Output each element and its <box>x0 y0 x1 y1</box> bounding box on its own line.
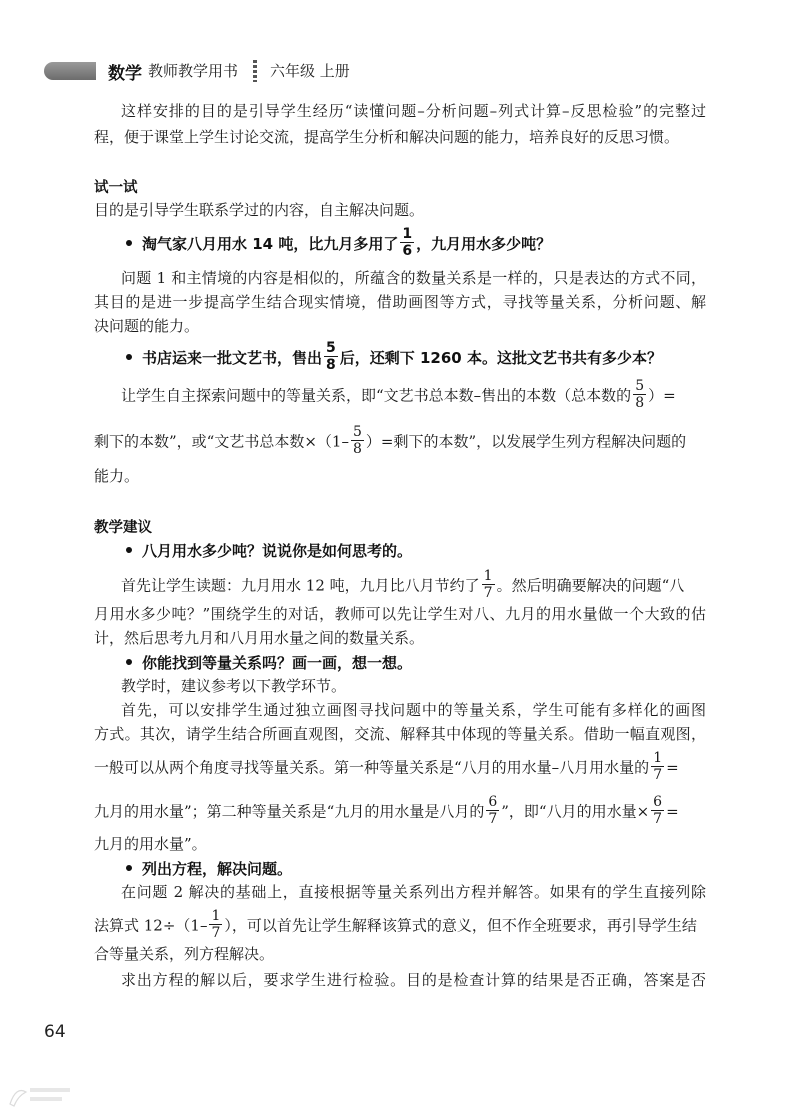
try-p1-line-1: 问题 1 和主情境的内容是相似的，所蕴含的数量关系是一样的，只是表达的方式不同， <box>121 269 706 287</box>
header-grade: 六年级 上册 <box>270 62 350 80</box>
p2-l1-post: ）= <box>648 386 676 405</box>
advice-b2-text: 你能找到等量关系吗？画一画，想一想。 <box>142 654 413 672</box>
a-p3-l3-num: 1 <box>653 750 663 766</box>
a-p3-l4-mid: ”，即“八月的用水量× <box>501 802 650 821</box>
try-p2-line-2 <box>94 426 686 459</box>
try-p1-line-3: 决问题的能力。 <box>94 317 200 335</box>
advice-b1-text: 八月用水多少吨？说说你是如何思考的。 <box>142 542 413 560</box>
a-p3-l4-fraction-1 <box>486 794 499 827</box>
advice-p1-line-2: 月用水多少吨？”围绕学生的对话，教师可以先让学生对八、九月的用水量做一个大致的估 <box>94 605 706 623</box>
q2-frac-num: 5 <box>326 340 336 356</box>
advice-p4-line-2 <box>94 910 697 943</box>
advice-p4-line-3: 合等量关系，列方程解决。 <box>94 945 275 963</box>
advice-bullet-3 <box>126 858 292 879</box>
q1-pre: 淘气家八月用水 14 吨，比九月多用了 <box>142 235 399 253</box>
advice-p2: 教学时，建议参考以下教学环节。 <box>121 677 347 695</box>
a-p4-l2-den: 7 <box>211 925 221 941</box>
a-p1-l1-num: 1 <box>483 568 493 584</box>
header-decoration-bar <box>44 62 96 80</box>
try-p2-line-1 <box>121 380 676 413</box>
p2-l2-pre: 剩下的本数”，或“文艺书总本数×（1– <box>94 432 349 451</box>
try-p2-line-3: 能力。 <box>94 467 140 485</box>
q1-frac-num: 1 <box>402 226 413 242</box>
q2-post: 后，还剩下 1260 本。这批文艺书共有多少本？ <box>339 349 662 367</box>
p2-l1-num: 5 <box>635 378 645 394</box>
bullet-dot-icon <box>126 354 132 360</box>
a-p3-l4-pre: 九月的用水量”；第二种等量关系是“九月的用水量是八月的 <box>94 802 485 821</box>
try-question-1 <box>126 228 551 261</box>
intro-line-2: 程，便于课堂上学生讨论交流，提高学生分析和解决问题的能力，培养良好的反思习惯。 <box>94 128 680 146</box>
try-p1-line-2: 其目的是进一步提高学生结合现实情境，借助画图等方式，寻找等量关系，分析问题、解 <box>94 293 706 311</box>
advice-p3-line-4 <box>94 796 679 829</box>
a-p4-l2-fraction <box>209 908 222 941</box>
advice-p3-line-5: 九月的用水量”。 <box>94 835 207 853</box>
bullet-dot-icon <box>126 240 132 246</box>
a-p1-l1-fraction <box>482 568 495 601</box>
p2-l2-num: 5 <box>352 424 362 440</box>
try-question-2 <box>126 342 662 375</box>
q2-fraction <box>324 340 338 373</box>
p2-l1-fraction <box>633 378 646 411</box>
a-p3-l3-post: = <box>666 758 679 777</box>
a-p3-l4-num1: 6 <box>488 794 498 810</box>
header-separator <box>253 60 257 82</box>
q1-fraction <box>400 226 414 259</box>
bullet-dot-icon <box>126 659 132 665</box>
a-p3-l4-den1: 7 <box>488 811 498 827</box>
bullet-dot-icon <box>126 865 132 871</box>
page-header <box>0 54 800 88</box>
a-p1-l1-pre: 首先让学生读题：九月用水 12 吨，九月比八月节约了 <box>121 576 480 595</box>
q1-frac-den: 6 <box>402 243 413 259</box>
p2-l2-den: 8 <box>352 441 362 457</box>
section-heading-try: 试一试 <box>94 180 138 196</box>
advice-bullet-2 <box>126 652 412 673</box>
advice-p3-line-3 <box>94 752 679 785</box>
a-p3-l3-den: 7 <box>653 767 663 783</box>
a-p4-l2-post: ），可以首先让学生解释该算式的意义，但不作全班要求，再引导学生结 <box>224 916 697 935</box>
advice-b3-text: 列出方程，解决问题。 <box>142 860 293 878</box>
watermark-logo-icon <box>4 1082 74 1108</box>
p2-l1-pre: 让学生自主探索问题中的等量关系，即“文艺书总本数–售出的本数（总本数的 <box>121 386 632 405</box>
try-purpose: 目的是引导学生联系学过的内容，自主解决问题。 <box>94 201 425 219</box>
section-heading-advice: 教学建议 <box>94 520 152 536</box>
p2-l2-post: ）=剩下的本数”，以发展学生列方程解决问题的 <box>365 432 687 451</box>
a-p1-l1-den: 7 <box>483 585 493 601</box>
advice-p5: 求出方程的解以后，要求学生进行检验。目的是检查计算的结果是否正确，答案是否 <box>121 971 706 989</box>
a-p3-l3-pre: 一般可以从两个角度寻找等量关系。第一种等量关系是“八月的用水量–八月用水量的 <box>94 758 650 777</box>
p2-l2-fraction <box>351 424 364 457</box>
a-p3-l4-den2: 7 <box>653 811 663 827</box>
q1-post: ，九月用水多少吨？ <box>416 235 552 253</box>
advice-p4-line-1: 在问题 2 解决的基础上，直接根据等量关系列出方程并解答。如果有的学生直接列除 <box>121 883 706 901</box>
a-p3-l4-fraction-2 <box>651 794 664 827</box>
a-p4-l2-num: 1 <box>211 908 221 924</box>
header-subtitle: 教师教学用书 <box>148 62 239 80</box>
a-p3-l4-post: = <box>666 802 679 821</box>
advice-p3-line-1: 首先，可以安排学生通过独立画图寻找问题中的等量关系，学生可能有多样化的画图 <box>121 701 706 719</box>
q2-frac-den: 8 <box>326 357 336 373</box>
a-p4-l2-pre: 法算式 12÷（1– <box>94 916 208 935</box>
advice-p3-line-2: 方式。其次，请学生结合所画直观图，交流、解释其中体现的等量关系。借助一幅直观图， <box>94 725 706 743</box>
q2-pre: 书店运来一批文艺书，售出 <box>142 349 323 367</box>
a-p1-l1-post: 。然后明确要解决的问题“八 <box>496 576 685 595</box>
p2-l1-den: 8 <box>635 395 645 411</box>
intro-line-1: 这样安排的目的是引导学生经历“读懂问题–分析问题–列式计算–反思检验”的完整过 <box>121 102 706 120</box>
advice-p1-line-1 <box>121 570 684 603</box>
bullet-dot-icon <box>126 547 132 553</box>
a-p3-l4-num2: 6 <box>653 794 663 810</box>
header-title: 数学 <box>108 64 142 84</box>
advice-p1-line-3: 计，然后思考九月和八月用水量之间的数量关系。 <box>94 629 425 647</box>
a-p3-l3-fraction <box>651 750 664 783</box>
page-number: 64 <box>44 1022 66 1042</box>
advice-bullet-1 <box>126 540 412 561</box>
